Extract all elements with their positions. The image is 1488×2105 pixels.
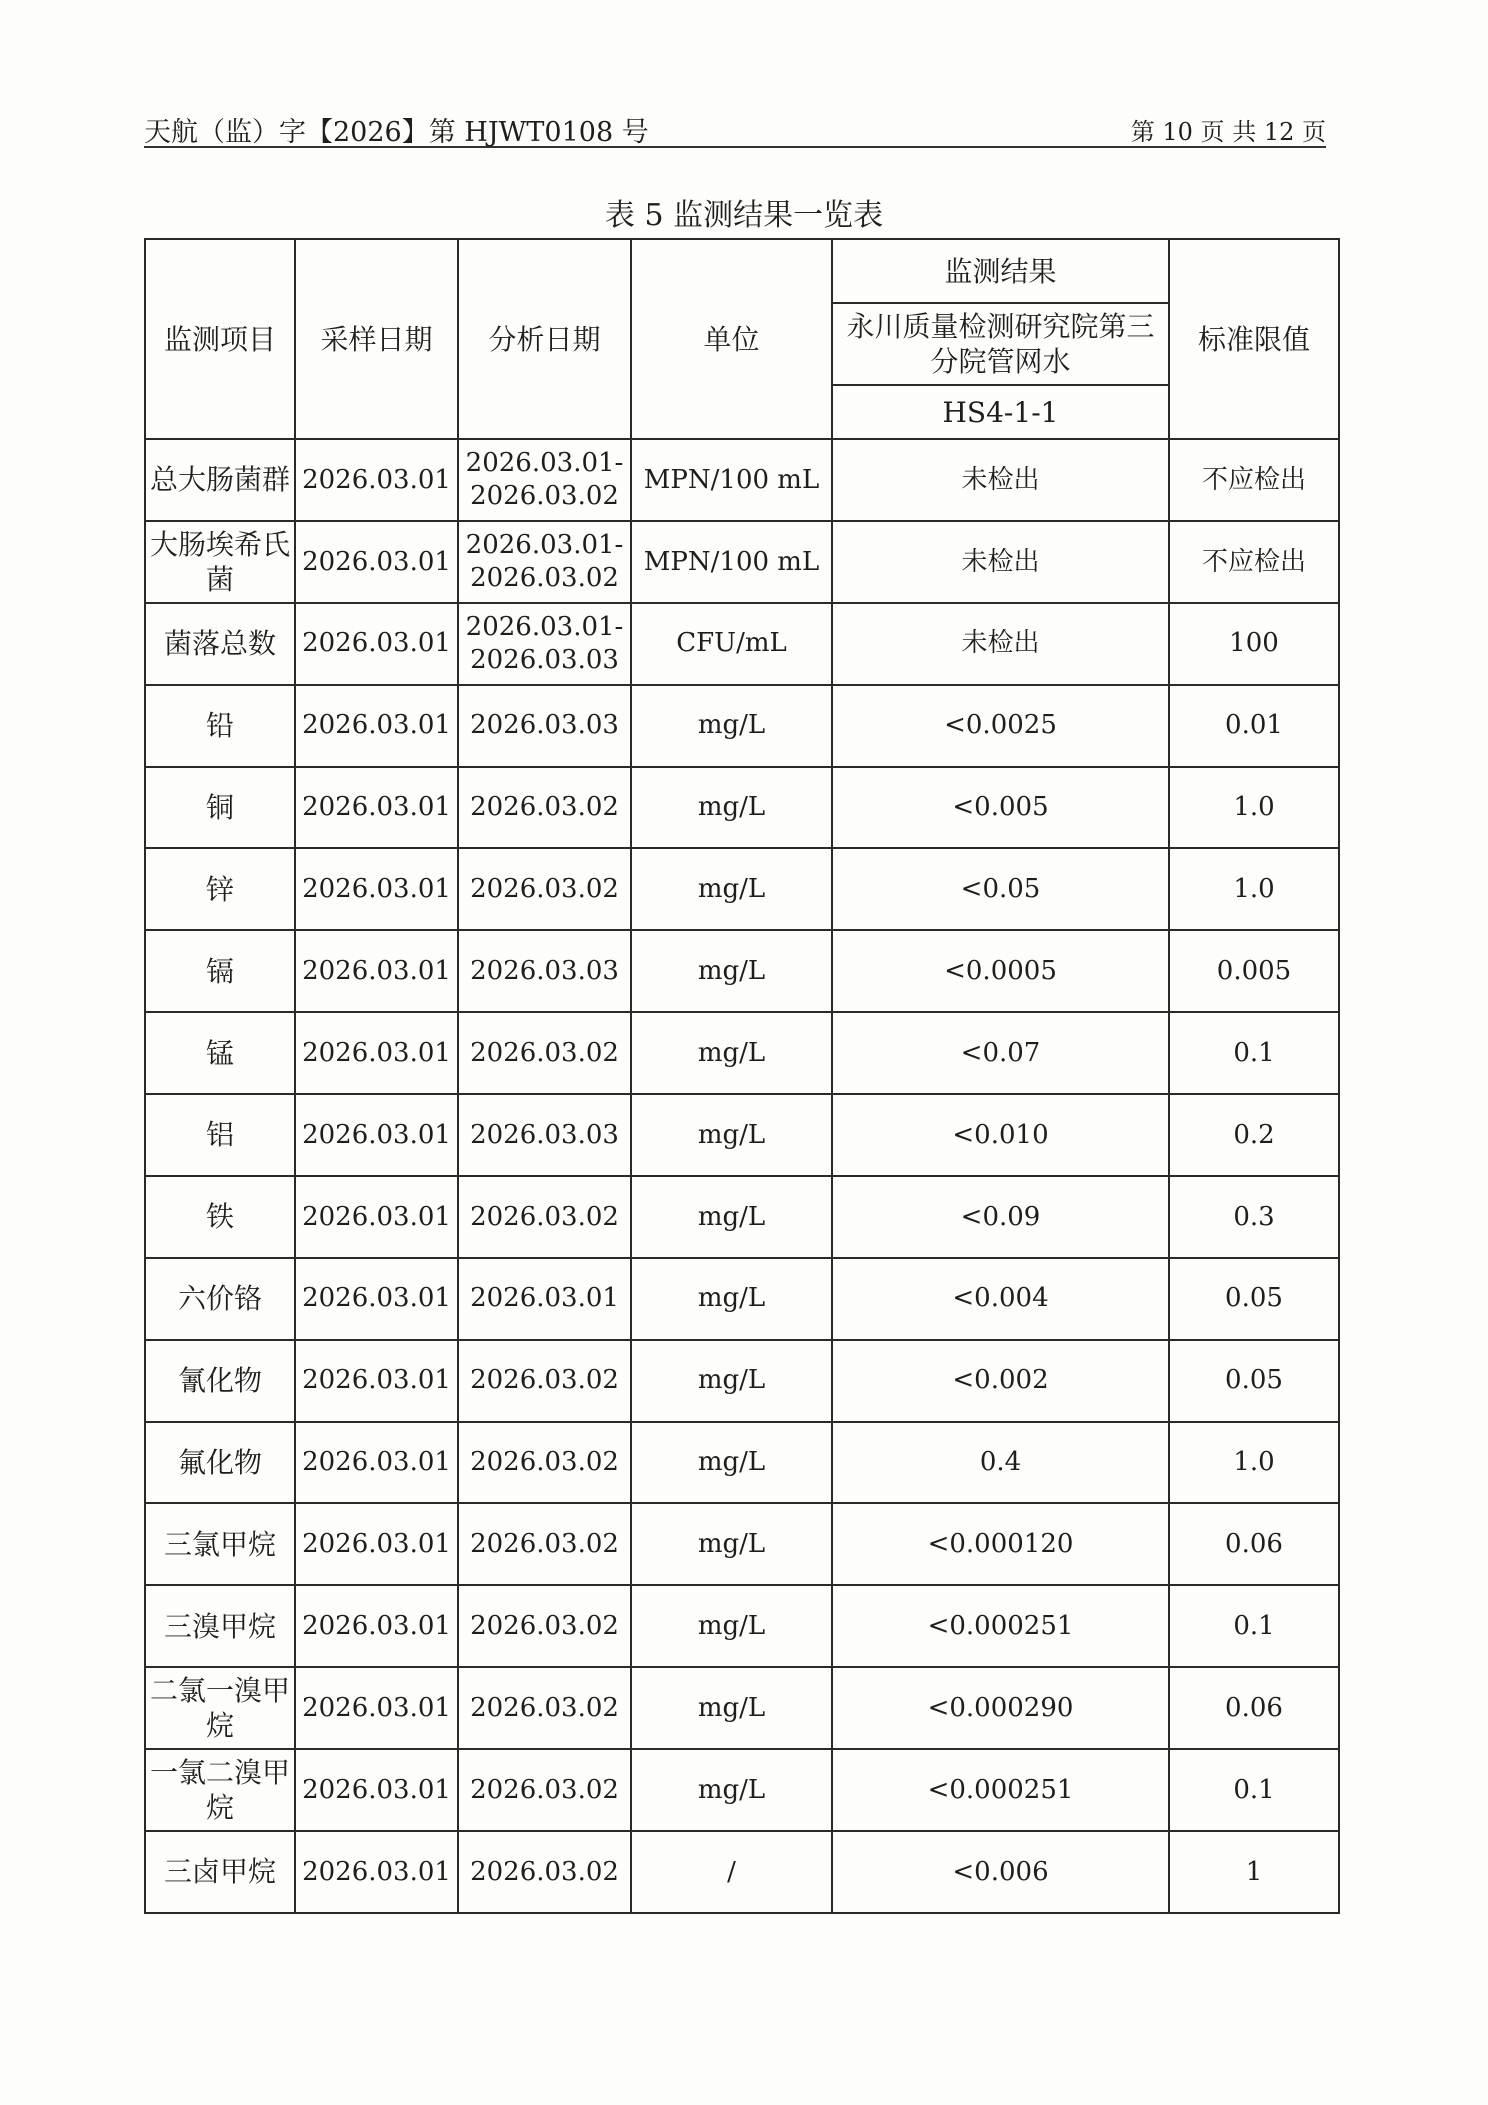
cell-result: <0.000120 bbox=[832, 1503, 1169, 1585]
cell-analysis-date: 2026.03.03 bbox=[458, 685, 631, 767]
table-row bbox=[145, 1749, 1339, 1831]
cell-limit: 1 bbox=[1169, 1831, 1339, 1913]
cell-analysis-date: 2026.03.01-2026.03.02 bbox=[458, 521, 631, 603]
cell-analysis-date: 2026.03.02 bbox=[458, 1012, 631, 1094]
table-row bbox=[145, 848, 1339, 930]
cell-item: 镉 bbox=[145, 930, 295, 1012]
cell-limit: 0.05 bbox=[1169, 1340, 1339, 1422]
cell-result: <0.010 bbox=[832, 1094, 1169, 1176]
cell-limit: 1.0 bbox=[1169, 767, 1339, 849]
cell-unit: mg/L bbox=[631, 1503, 832, 1585]
cell-unit: mg/L bbox=[631, 930, 832, 1012]
table-row bbox=[145, 1094, 1339, 1176]
cell-unit: mg/L bbox=[631, 1667, 832, 1749]
cell-item: 铁 bbox=[145, 1176, 295, 1258]
cell-sample-date: 2026.03.01 bbox=[295, 439, 458, 521]
cell-unit: mg/L bbox=[631, 1340, 832, 1422]
cell-item: 锰 bbox=[145, 1012, 295, 1094]
cell-analysis-date: 2026.03.02 bbox=[458, 767, 631, 849]
cell-item: 二氯一溴甲烷 bbox=[145, 1667, 295, 1749]
cell-result: 未检出 bbox=[832, 603, 1169, 685]
cell-item: 氰化物 bbox=[145, 1340, 295, 1422]
cell-sample-date: 2026.03.01 bbox=[295, 1012, 458, 1094]
cell-analysis-date: 2026.03.02 bbox=[458, 1340, 631, 1422]
cell-limit: 0.3 bbox=[1169, 1176, 1339, 1258]
cell-result: <0.000290 bbox=[832, 1667, 1169, 1749]
cell-sample-date: 2026.03.01 bbox=[295, 1831, 458, 1913]
table-row bbox=[145, 1585, 1339, 1667]
cell-unit: mg/L bbox=[631, 1094, 832, 1176]
cell-sample-date: 2026.03.01 bbox=[295, 930, 458, 1012]
cell-item: 铜 bbox=[145, 767, 295, 849]
cell-item: 总大肠菌群 bbox=[145, 439, 295, 521]
cell-analysis-date: 2026.03.02 bbox=[458, 848, 631, 930]
col-header-limit: 标准限值 bbox=[1169, 239, 1339, 439]
cell-analysis-date: 2026.03.03 bbox=[458, 1094, 631, 1176]
cell-unit: mg/L bbox=[631, 1176, 832, 1258]
cell-sample-date: 2026.03.01 bbox=[295, 685, 458, 767]
cell-result: <0.0005 bbox=[832, 930, 1169, 1012]
col-header-site: 永川质量检测研究院第三分院管网水 bbox=[832, 303, 1169, 385]
cell-item: 三氯甲烷 bbox=[145, 1503, 295, 1585]
page-number: 第 10 页 共 12 页 bbox=[1130, 118, 1326, 146]
cell-limit: 1.0 bbox=[1169, 1422, 1339, 1504]
cell-limit: 不应检出 bbox=[1169, 521, 1339, 603]
table-row bbox=[145, 521, 1339, 603]
cell-analysis-date: 2026.03.01-2026.03.03 bbox=[458, 603, 631, 685]
cell-result: 0.4 bbox=[832, 1422, 1169, 1504]
results-table bbox=[144, 238, 1340, 1914]
cell-result: <0.0025 bbox=[832, 685, 1169, 767]
cell-sample-date: 2026.03.01 bbox=[295, 1749, 458, 1831]
cell-result: 未检出 bbox=[832, 439, 1169, 521]
cell-limit: 0.1 bbox=[1169, 1749, 1339, 1831]
cell-unit: mg/L bbox=[631, 1749, 832, 1831]
cell-analysis-date: 2026.03.02 bbox=[458, 1667, 631, 1749]
cell-item: 铝 bbox=[145, 1094, 295, 1176]
cell-limit: 100 bbox=[1169, 603, 1339, 685]
table-row bbox=[145, 1667, 1339, 1749]
page-header bbox=[144, 104, 1326, 148]
cell-limit: 0.005 bbox=[1169, 930, 1339, 1012]
cell-result: <0.005 bbox=[832, 767, 1169, 849]
cell-limit: 0.05 bbox=[1169, 1258, 1339, 1340]
cell-sample-date: 2026.03.01 bbox=[295, 1585, 458, 1667]
col-header-item: 监测项目 bbox=[145, 239, 295, 439]
cell-sample-date: 2026.03.01 bbox=[295, 1176, 458, 1258]
table-row bbox=[145, 1012, 1339, 1094]
col-header-result: 监测结果 bbox=[832, 239, 1169, 303]
cell-analysis-date: 2026.03.01-2026.03.02 bbox=[458, 439, 631, 521]
table-row bbox=[145, 1831, 1339, 1913]
cell-sample-date: 2026.03.01 bbox=[295, 1258, 458, 1340]
cell-sample-date: 2026.03.01 bbox=[295, 1340, 458, 1422]
cell-analysis-date: 2026.03.02 bbox=[458, 1585, 631, 1667]
table-row bbox=[145, 1176, 1339, 1258]
cell-result: <0.002 bbox=[832, 1340, 1169, 1422]
cell-sample-date: 2026.03.01 bbox=[295, 521, 458, 603]
cell-item: 氟化物 bbox=[145, 1422, 295, 1504]
cell-result: <0.09 bbox=[832, 1176, 1169, 1258]
cell-limit: 0.2 bbox=[1169, 1094, 1339, 1176]
table-row bbox=[145, 930, 1339, 1012]
cell-result: <0.006 bbox=[832, 1831, 1169, 1913]
cell-sample-date: 2026.03.01 bbox=[295, 1094, 458, 1176]
cell-unit: mg/L bbox=[631, 1258, 832, 1340]
table-caption: 表 5 监测结果一览表 bbox=[604, 198, 884, 233]
table-row bbox=[145, 1503, 1339, 1585]
cell-limit: 0.06 bbox=[1169, 1667, 1339, 1749]
cell-unit: mg/L bbox=[631, 767, 832, 849]
cell-item: 三卤甲烷 bbox=[145, 1831, 295, 1913]
cell-limit: 0.1 bbox=[1169, 1012, 1339, 1094]
cell-item: 大肠埃希氏菌 bbox=[145, 521, 295, 603]
cell-limit: 不应检出 bbox=[1169, 439, 1339, 521]
cell-limit: 0.06 bbox=[1169, 1503, 1339, 1585]
cell-sample-date: 2026.03.01 bbox=[295, 1667, 458, 1749]
cell-item: 锌 bbox=[145, 848, 295, 930]
table-row bbox=[145, 1258, 1339, 1340]
col-header-unit: 单位 bbox=[631, 239, 832, 439]
document-number: 天航（监）字【2026】第 HJWT0108 号 bbox=[144, 117, 649, 148]
cell-analysis-date: 2026.03.01 bbox=[458, 1258, 631, 1340]
cell-item: 一氯二溴甲烷 bbox=[145, 1749, 295, 1831]
table-row bbox=[145, 685, 1339, 767]
cell-sample-date: 2026.03.01 bbox=[295, 1503, 458, 1585]
cell-analysis-date: 2026.03.03 bbox=[458, 930, 631, 1012]
cell-result: 未检出 bbox=[832, 521, 1169, 603]
cell-result: <0.07 bbox=[832, 1012, 1169, 1094]
cell-limit: 0.1 bbox=[1169, 1585, 1339, 1667]
cell-sample-date: 2026.03.01 bbox=[295, 767, 458, 849]
cell-item: 六价铬 bbox=[145, 1258, 295, 1340]
table-row bbox=[145, 603, 1339, 685]
col-header-analysis-date: 分析日期 bbox=[458, 239, 631, 439]
col-header-sample-date: 采样日期 bbox=[295, 239, 458, 439]
cell-item: 菌落总数 bbox=[145, 603, 295, 685]
cell-unit: mg/L bbox=[631, 1012, 832, 1094]
results-body bbox=[145, 439, 1339, 1913]
cell-result: <0.000251 bbox=[832, 1585, 1169, 1667]
cell-result: <0.000251 bbox=[832, 1749, 1169, 1831]
cell-analysis-date: 2026.03.02 bbox=[458, 1176, 631, 1258]
cell-sample-date: 2026.03.01 bbox=[295, 1422, 458, 1504]
table-row bbox=[145, 767, 1339, 849]
cell-unit: MPN/100 mL bbox=[631, 521, 832, 603]
cell-sample-date: 2026.03.01 bbox=[295, 603, 458, 685]
cell-unit: MPN/100 mL bbox=[631, 439, 832, 521]
cell-item: 三溴甲烷 bbox=[145, 1585, 295, 1667]
cell-unit: mg/L bbox=[631, 1585, 832, 1667]
table-row bbox=[145, 439, 1339, 521]
cell-result: <0.004 bbox=[832, 1258, 1169, 1340]
cell-unit: mg/L bbox=[631, 685, 832, 767]
cell-analysis-date: 2026.03.02 bbox=[458, 1503, 631, 1585]
table-row bbox=[145, 1340, 1339, 1422]
cell-unit: CFU/mL bbox=[631, 603, 832, 685]
cell-unit: mg/L bbox=[631, 848, 832, 930]
cell-unit: / bbox=[631, 1831, 832, 1913]
cell-analysis-date: 2026.03.02 bbox=[458, 1831, 631, 1913]
cell-unit: mg/L bbox=[631, 1422, 832, 1504]
cell-result: <0.05 bbox=[832, 848, 1169, 930]
cell-sample-date: 2026.03.01 bbox=[295, 848, 458, 930]
col-header-sample-code: HS4-1-1 bbox=[832, 385, 1169, 439]
table-row bbox=[145, 1422, 1339, 1504]
cell-analysis-date: 2026.03.02 bbox=[458, 1422, 631, 1504]
cell-limit: 1.0 bbox=[1169, 848, 1339, 930]
cell-item: 铅 bbox=[145, 685, 295, 767]
cell-analysis-date: 2026.03.02 bbox=[458, 1749, 631, 1831]
cell-limit: 0.01 bbox=[1169, 685, 1339, 767]
